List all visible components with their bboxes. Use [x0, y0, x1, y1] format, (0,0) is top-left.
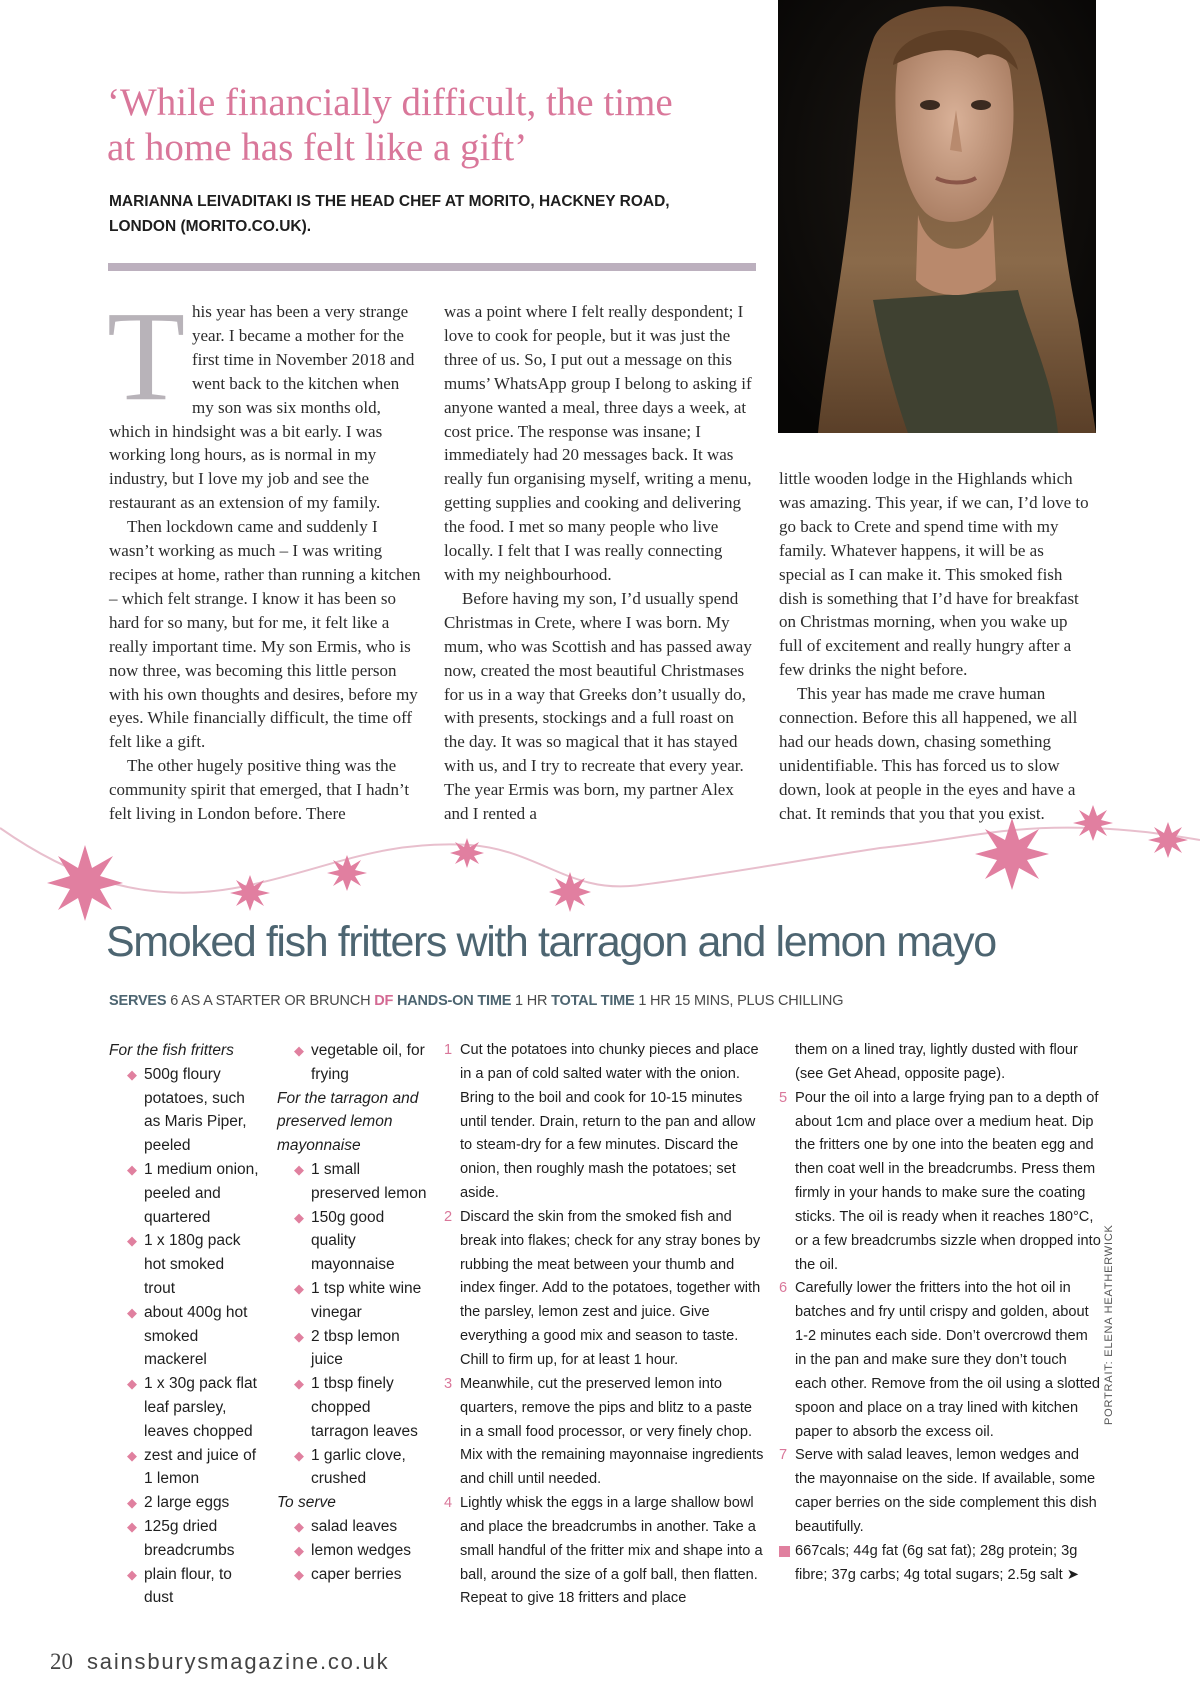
photo-credit: PORTRAIT: ELENA HEATHERWICK	[1103, 1224, 1115, 1425]
diamond-bullet-icon: ◆	[127, 1376, 137, 1392]
paragraph: little wooden lodge in the Highlands which was amazing. This year, if we can, I’d love to go back to Crete and spend time with my family. Whatever happens, it will be as special as I can make it. This smoked fish dish is something that I’d have for breakfast on Christmas morning, when you wake up full of excitement and really hungry after a few drinks the night before.	[779, 469, 1089, 680]
serves-value: 6 AS A STARTER OR BRUNCH	[170, 993, 371, 1009]
diamond-bullet-icon: ◆	[127, 1233, 137, 1249]
hands-on-label: HANDS-ON TIME	[396, 993, 512, 1009]
star-icon	[47, 845, 123, 921]
paragraph: Then lockdown came and suddenly I wasn’t working as much – I was writing recipes at home, rather than running a kitchen – which felt strange. I know it has been so hard for so many, but for me, it felt like a really important time. My son Ermis, who is now three, was becoming this little person with his own thoughts and desires, before my eyes. While financially difficult, the time off felt like a gift.	[109, 517, 421, 752]
step-text: Serve with salad leaves, lemon wedges and the mayonnaise on the side. If available, some caper berries on the side complement this dish beautifully.	[795, 1447, 1097, 1535]
diamond-bullet-icon: ◆	[294, 1280, 304, 1296]
diamond-bullet-icon: ◆	[294, 1376, 304, 1392]
step-text: Pour the oil into a large frying pan to a depth of about 1cm and place over a medium heat. Dip the fritters one by one into the beaten egg and then coat well in the breadcrumbs. Press them firmly in your hands to make sure the coating sticks. The oil is ready when it reaches 180°C, or a few breadcrumbs sizzle when dropped into the oil.	[795, 1089, 1101, 1273]
article-column-2	[444, 300, 756, 826]
step-text: Discard the skin from the smoked fish and break into flakes; check for any stray bones by rubbing the meat between your thumb and index finger. Add to the potatoes, together with the parsley, lemon zest and juice. Give everything a good mix and season to taste. Chill to firm up, for at least 1 hour.	[460, 1208, 761, 1368]
star-garland	[0, 800, 1200, 930]
diamond-bullet-icon: ◆	[294, 1566, 304, 1582]
ingredient-item: ◆ 1 tsp white wine vinegar	[294, 1277, 427, 1325]
diamond-bullet-icon: ◆	[294, 1161, 304, 1177]
star-icon	[230, 875, 270, 911]
nutrition-info	[779, 1540, 1101, 1588]
diamond-bullet-icon: ◆	[127, 1304, 137, 1320]
ingredients-column-1	[109, 1039, 259, 1610]
recipe-title: Smoked fish fritters with tarragon and lemon mayo	[106, 918, 996, 966]
diamond-bullet-icon: ◆	[127, 1066, 137, 1082]
method-column-1	[444, 1039, 764, 1611]
diamond-bullet-icon: ◆	[127, 1518, 137, 1534]
ingredient-item: ◆ plain flour, to dust	[127, 1563, 259, 1611]
ingredient-item: ◆ caper berries	[294, 1563, 427, 1587]
ingredients-heading: For the fish fritters	[109, 1042, 234, 1059]
ingredient-item: ◆ zest and juice of 1 lemon	[127, 1444, 259, 1492]
byline: MARIANNA LEIVADITAKI IS THE HEAD CHEF AT MORITO, HACKNEY ROAD, LONDON (MORITO.CO.UK).	[109, 193, 670, 235]
drop-cap: T	[107, 285, 186, 427]
method-step	[779, 1444, 1101, 1539]
diamond-bullet-icon: ◆	[294, 1043, 304, 1058]
paragraph: This year has made me crave human connection. Before this all happened, we all had our heads down, chasing something unidentifiable. This has forced us to slow down, look at people in the eyes and have a chat. It reminds that you that you exist.	[779, 684, 1078, 823]
divider-rule	[108, 263, 756, 271]
ingredient-item: ◆ 500g floury potatoes, such as Maris Piper, peeled	[127, 1063, 259, 1158]
star-icon	[327, 855, 367, 891]
diamond-bullet-icon: ◆	[294, 1542, 304, 1558]
ingredient-item: ◆ 1 tbsp finely chopped tarragon leaves	[294, 1372, 427, 1443]
step-text: Meanwhile, cut the preserved lemon into quarters, remove the pips and blitz to a paste in a small food processor, or very finely chop. Mix with the remaining mayonnaise ingredients and chill until needed.	[460, 1375, 764, 1488]
method-step	[779, 1277, 1101, 1444]
diamond-bullet-icon: ◆	[127, 1566, 137, 1582]
diamond-bullet-icon: ◆	[127, 1495, 137, 1511]
diamond-bullet-icon: ◆	[127, 1161, 137, 1177]
step-number: 1	[444, 1042, 453, 1058]
paragraph: Before having my son, I’d usually spend Christmas in Crete, where I was born. My mum, who was Scottish and has passed away now, created the most beautiful Christmases for us in a way that Greeks don’t usually do, with presents, stockings and a full roast on the day. It was so magical that it has stayed with us, and I try to recreate that every year. The year Ermis was born, my partner Alex and I rented a	[444, 588, 752, 824]
nutrition-text: 667cals; 44g fat (6g sat fat); 28g protein; 3g fibre; 37g carbs; 4g total sugars; 2.5g salt	[795, 1542, 1078, 1583]
method-step	[444, 1492, 764, 1611]
step-number: 7	[779, 1447, 788, 1464]
chef-portrait-photo	[778, 0, 1096, 433]
paragraph: his year has been a very strange year. I became a mother for the first time in November 2018 and went back to the kitchen when my son was six months old, which in hindsight was a bit early. I was working long hours, as is normal in my industry, but I love my job and see the restaurant as an extension of my family.	[109, 302, 415, 513]
portrait-illustration	[778, 0, 1096, 433]
method-step	[444, 1373, 764, 1492]
ingredient-item: ◆ lemon wedges	[294, 1539, 427, 1563]
ingredient-item: ◆ 150g good quality mayonnaise	[294, 1206, 427, 1277]
ingredient-item: ◆ 1 x 30g pack flat leaf parsley, leaves chopped	[127, 1372, 259, 1443]
diamond-bullet-icon: ◆	[127, 1447, 137, 1463]
diamond-bullet-icon: ◆	[294, 1209, 304, 1225]
method-step	[444, 1039, 764, 1206]
diamond-bullet-icon: ◆	[294, 1518, 304, 1534]
total-time-label: TOTAL TIME	[551, 993, 635, 1009]
star-icon	[549, 872, 591, 912]
step-number: 2	[444, 1208, 453, 1225]
ingredient-item: ◆ 1 x 180g pack hot smoked trout	[127, 1229, 259, 1300]
step-text: Cut the potatoes into chunky pieces and place in a pan of cold salted water with the onion. Bring to the boil and cook for 10-15 minutes until tender. Drain, return to the pan and allow to steam-dry for a few minutes. Discard the onion, then roughly mash the potatoes; set aside.	[460, 1042, 759, 1202]
step-text: Lightly whisk the eggs in a large shallow bowl and place the breadcrumbs in another. Take a small handful of the fritter mix and shape into a ball, around the size of a golf ball, then flatten. Repeat to give 18 fritters and place	[460, 1495, 763, 1607]
dairy-free-badge: DF	[374, 993, 394, 1009]
total-time-value: 1 HR 15 MINS, PLUS CHILLING	[638, 993, 844, 1009]
step-number: 3	[444, 1375, 453, 1392]
ingredient-item: ◆ vegetable oil, for frying	[294, 1039, 427, 1087]
serves-label: SERVES	[109, 993, 167, 1009]
ingredient-item: ◆ about 400g hot smoked mackerel	[127, 1301, 259, 1372]
page-footer	[50, 1649, 389, 1675]
article-column-3	[779, 467, 1092, 826]
paragraph: was a point where I felt really despondent; I love to cook for people, but it was just the three of us. So, I put out a message on this mums’ WhatsApp group I belong to asking if anyone wanted a meal, three days a week, at cost price. The response was insane; I immediately had 20 messages back. It was really fun organising myself, writing a menu, getting supplies and cooking and delivering the food. I met so many people who live locally. I felt that I was really connecting with my neighbourhood.	[444, 302, 752, 584]
article-column-1	[107, 285, 421, 826]
ingredients-heading: For the tarragon and preserved lemon mayonnaise	[277, 1089, 419, 1155]
ingredient-item: ◆ 2 tbsp lemon juice	[294, 1325, 427, 1373]
magazine-url: sainsburysmagazine.co.uk	[87, 1649, 390, 1674]
ingredient-item: ◆ 125g dried breadcrumbs	[127, 1515, 259, 1563]
step-text: Carefully lower the fritters into the hot oil in batches and fry until crispy and golden, about 1-2 minutes each side. Don’t overcrowd them in the pan and make sure they don’t touch each other. Remove from the oil using a slotted spoon and place on a tray lined with kitchen paper to absorb the excess oil.	[795, 1280, 1101, 1440]
method-step	[444, 1206, 764, 1373]
hands-on-value: 1 HR	[515, 993, 548, 1009]
diamond-bullet-icon: ◆	[294, 1328, 304, 1344]
ingredient-item: ◆ 1 small preserved lemon	[294, 1158, 427, 1206]
nutrition-square-icon	[779, 1546, 790, 1557]
ingredient-item: ◆ 2 large eggs	[127, 1491, 259, 1515]
star-icon	[450, 838, 484, 868]
method-column-2	[779, 1039, 1101, 1587]
ingredient-item: ◆ 1 medium onion, peeled and quartered	[127, 1158, 259, 1229]
page-number: 20	[50, 1649, 73, 1674]
paragraph: The other hugely positive thing was the community spirit that emerged, that I hadn’t felt living in London before. There	[109, 756, 410, 824]
recipe-meta	[109, 993, 1109, 1009]
method-step	[779, 1087, 1101, 1278]
star-icon	[1073, 805, 1113, 841]
method-step-continuation: them on a lined tray, lightly dusted with flour (see Get Ahead, opposite page).	[795, 1042, 1078, 1082]
ingredient-item: ◆ salad leaves	[294, 1515, 427, 1539]
ingredient-item: ◆ 1 garlic clove, crushed	[294, 1444, 427, 1492]
step-number: 5	[779, 1089, 788, 1106]
ingredients-heading: To serve	[277, 1494, 336, 1512]
diamond-bullet-icon: ◆	[294, 1447, 304, 1463]
arrow-right-icon: ➤	[1066, 1566, 1080, 1583]
step-number: 4	[444, 1495, 453, 1512]
pull-quote: ‘While financially difficult, the time at home has felt like a gift’	[107, 81, 673, 169]
star-icon	[1148, 822, 1188, 858]
ingredients-column-2	[277, 1039, 427, 1586]
step-number: 6	[779, 1280, 788, 1297]
